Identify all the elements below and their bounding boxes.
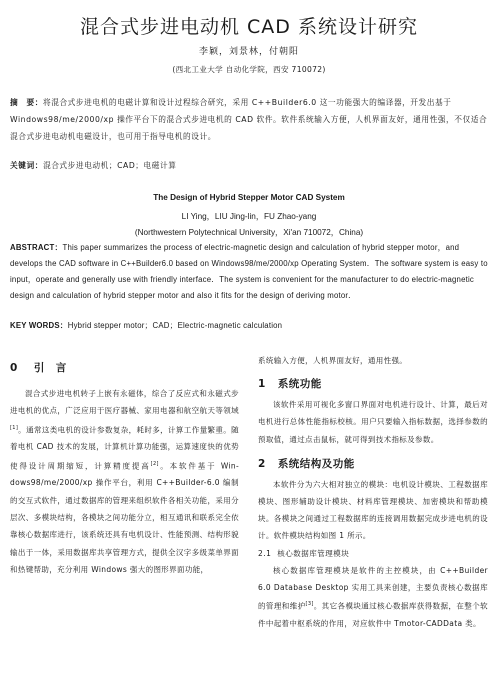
english-authors: LI Ying，LIU Jing-lin，FU Zhao-yang (181, 212, 317, 221)
abstract-en-text: This paper summarizes the process of electric-magnetic design and calculation of hybrid stepper motor，and develops the CAD software in C++Builder6.0 based on Windows98/me/2000/xp Operating System．The software system is easy to input，operate and generally use with friendly interface．The system is convenient for the manufacturer to do electric-magnetic design and calculation of hybrid stepper motor and also it fits for the design of deriving motor． (10, 243, 488, 300)
section-1-number: 1 (258, 378, 266, 391)
right-column (258, 352, 488, 632)
affiliation: (西北工业大学 自动化学院，西安 710072) (172, 65, 326, 74)
paper-title: 混合式步进电动机 CAD 系统设计研究 (80, 16, 418, 38)
abstract-cn (10, 94, 488, 145)
subsection-text-2: 。其它各模块通过核心数据库获得数据，在整个软件中起着中枢系统的作用，对应软件中 Tmotor-CADData 类。 (258, 601, 488, 628)
subsection-2-1-title: 核心数据库管理模块 (277, 548, 350, 558)
section-2-number: 2 (258, 457, 266, 470)
keywords-en-text: Hybrid stepper motor；CAD；Electric-magnetic calculation (67, 321, 283, 330)
intro-paragraph (10, 385, 239, 578)
abstract-cn-text: 将混合式步进电机的电磁计算和设计过程综合研究，采用 C++Builder6.0 这一功能强大的编译器，开发出基于 Windows98/me/2000/xp 操作平台下的混合式步进电机的 CAD 软件。软件系统输入方便，人机界面友好，通用性强，不仅适合混合式步进电动机电磁设计，也可用于指导电机的设计。 (10, 98, 488, 141)
abstract-en (10, 240, 488, 304)
citation-2: [2] (150, 460, 159, 467)
authors: 李颖，刘景林，付朝阳 (198, 47, 299, 57)
keywords-en-label: KEY WORDS： (10, 321, 68, 330)
section-0-number: 0 (10, 362, 18, 374)
section-2-title: 系统结构及功能 (277, 457, 355, 470)
intro-text-1: 混合式步进电机转子上嵌有永磁体，综合了反应式和永磁式步进电机的优点，广泛应用于医疗器械、家用电器和航空航天等领域 (10, 389, 239, 416)
keywords-cn-label: 关键词： (10, 161, 43, 170)
left-column (10, 360, 239, 578)
english-title: The Design of Hybrid Stepper Motor CAD System (153, 193, 345, 202)
keywords-cn (10, 160, 488, 172)
citation-1: [1] (10, 424, 19, 431)
intro-text-3: 。本软件基于 Win- dows98/me/2000/xp 操作平台，利用 C++Builder-6.0 编制的交互式软件，通过数据库的管理来组织软件各相关功能，采用分层次、多模块结构，各模块之间功能分立，相互通讯和联系完全依靠核心数据库进行，该系统还具有电机设计、性能预测、结构形貌输出于一体，采用数据库共享管理方式，提供全汉字多级菜单界面和热键帮助，充分利用 Windows 强大的图形界面功能， (10, 461, 240, 574)
intro-text-2: 。通常这类电机的设计参数复杂，耗时多，计算工作量繁重。随着电机 CAD 技术的发展，计算机计算功能强，运算速度快的优势使得设计周期缩短，计算精度提高 (10, 425, 239, 471)
citation-3: [3] (305, 601, 314, 608)
section-0-heading (10, 360, 239, 375)
english-affiliation: (Northwestern Polytechnical University，Xi'an 710072，China) (134, 228, 364, 237)
section-1-paragraph: 该软件采用可视化多窗口界面对电机进行设计、计算，最后对电机进行总体性能指标校核。用户只要输入指标数据，选择参数的预取值，通过点击鼠标，就可得到技术指标及参数。 (258, 400, 488, 444)
abstract-en-label: ABSTRACT： (10, 243, 63, 252)
right-continuation: 系统输入方便，人机界面友好，通用性强。 (258, 356, 408, 365)
subsection-2-1-number: 2.1 (258, 548, 272, 558)
subsection-2-1-paragraph (258, 562, 488, 632)
subsection-text-1: 核心数据库管理模块是软件的主控模块，由 C++Builder 6.0 Database Desktop 实用工具来创建，主要负责核心数据库的管理和维护 (258, 565, 488, 611)
subsection-2-1-heading (258, 548, 488, 559)
section-1-title: 系统功能 (277, 378, 322, 391)
section-2-heading (258, 456, 488, 471)
section-0-title: 引 言 (33, 362, 67, 374)
section-1-heading (258, 376, 488, 391)
section-2-paragraph: 本软件分为六大相对独立的模块：电机设计模块、工程数据库模块、图形辅助设计模块、材料库管理模块、加密模块和帮助模块。各模块之间通过工程数据库的连接调用数据完成步进电机的设计。软件模块结构如图 1 所示。 (258, 479, 488, 541)
keywords-cn-text: 混合式步进电动机；CAD；电磁计算 (42, 161, 177, 170)
keywords-en (10, 320, 488, 331)
abstract-cn-label: 摘 要： (10, 98, 43, 107)
